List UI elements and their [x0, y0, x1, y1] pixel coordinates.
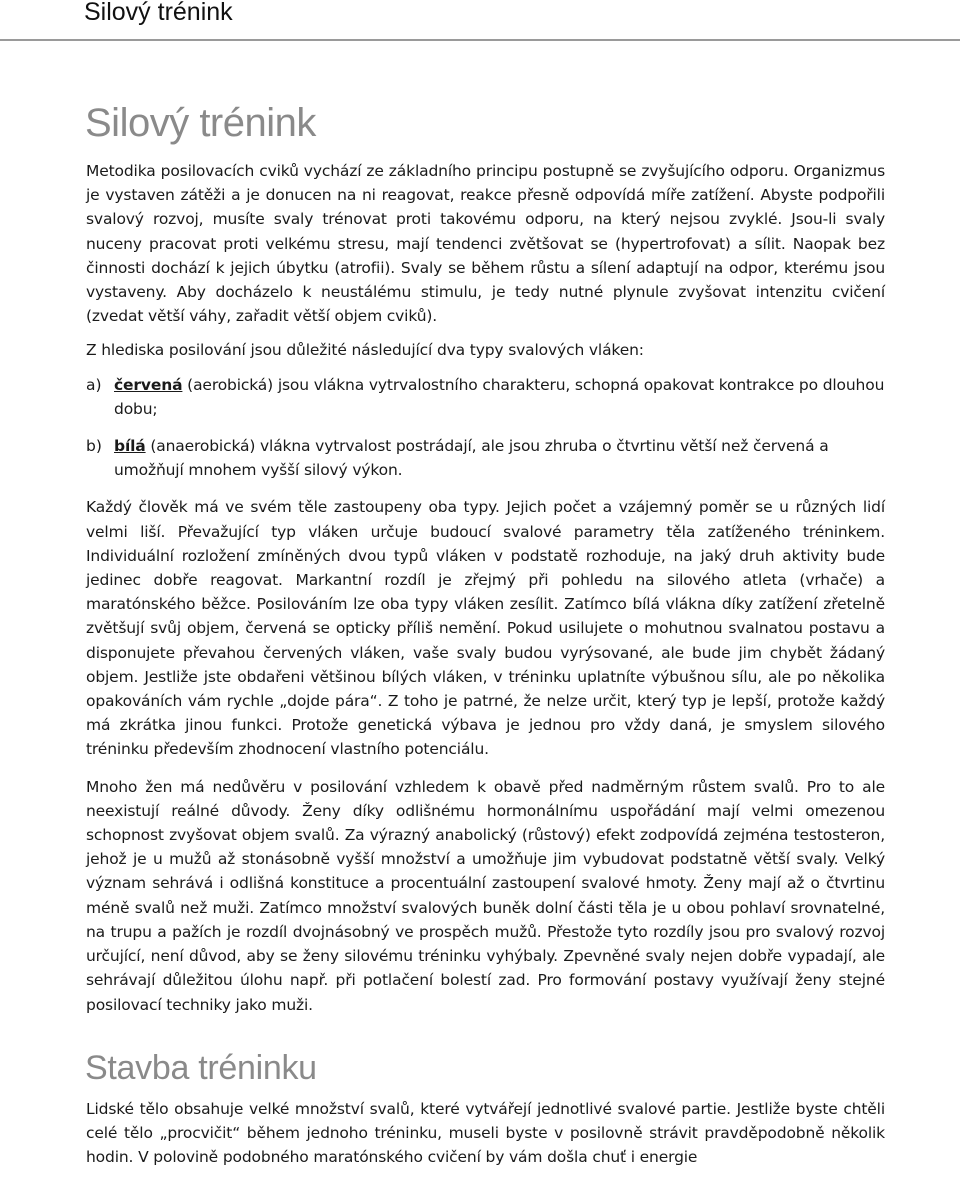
section-title: Stavba tréninku: [85, 1048, 317, 1087]
page-title: Silový trénink: [85, 101, 316, 145]
list-item: [86, 373, 885, 421]
list-item: [86, 434, 885, 482]
list-marker: a): [86, 375, 102, 394]
article-body: [86, 92, 885, 1169]
running-header: [0, 0, 960, 41]
fibers-paragraph: Každý člověk má ve svém těle zastoupeny oba typy. Jejich počet a vzájemný poměr se u různých lidí velmi liší. Převažující typ vláken určuje budoucí svalové parametry těla zatíženého tréninkem. Individuální rozložení zmíněných dvou typů vláken v podstatě rozhoduje, na jaký druh aktivity bude jedinec dobře reagovat. Markantní rozdíl je zřejmý při pohledu na silového atleta (vrhače) a maratónského běžce. Posilováním lze oba typy vláken zesílit. Zatímco bílá vlákna díky zatížení zřetelně zvětšují svůj objem, červená se opticky příliš nemění. Pokud usilujete o mohutnou svalnatou postavu a disponujete převahou červených vláken, vaše svaly budou vyrýsované, ale bude jim chybět žádaný objem. Jestliže jste obdařeni většinou bílých vláken, v tréninku uplatníte výbušnou sílu, ale po několika opakováních vám rychle „dojde pára“. Z toho je patrné, že nelze určit, který typ je lepší, protože každý má zkrátka jinou funkci. Protože genetická výbava je jednou pro vždy daná, je smyslem silového tréninku především zhodnocení vlastního potenciálu.: [86, 498, 885, 759]
women-paragraph: Mnoho žen má nedůvěru v posilování vzhledem k obavě před nadměrným růstem svalů. Pro to ale neexistují reálné důvody. Ženy díky odlišnému hormonálnímu uspořádání mají velmi omezenou schopnost zvyšovat objem svalů. Za výrazný anabolický (růstový) efekt zodpovídá zejména testosteron, jehož je u mužů až stonásobně vyšší množství a umožňuje jim vybudovat podstatně větší svaly. Velký význam sehrává i odlišná konstituce a procentuální zastoupení svalové hmoty. Ženy mají až o čtvrtinu méně svalů než muži. Zatímco množství svalových buněk dolní části těla je u obou pohlaví srovnatelné, na trupu a pažích je rozdíl dvojnásobný ve prospěch mužů. Přestože tyto rozdíly jsou pro svalový rozvoj určující, není důvod, aby se ženy silovému tréninku vyhýbaly. Zpevněné svaly nejen dobře vypadají, ale sehrávají důležitou úlohu např. při potlačení bolestí zad. Pro formování postavy využívají ženy stejné posilovací techniky jako muži.: [86, 777, 885, 1014]
intro-paragraph: Metodika posilovacích cviků vychází ze základního principu postupně se zvyšujícího odporu. Organizmus je vystaven zátěži a je donucen na ni reagovat, reakce přesně odpovídá míře zatížení. Abyste podpořili svalový rozvoj, musíte svaly trénovat proti takovému odporu, na který nejsou zvyklé. Jsou-li svaly nuceny pracovat proti velkému stresu, mají tendenci zvětšovat se (hypertrofovat) a sílit. Naopak bez činnosti dochází k jejich úbytku (atrofii). Svaly se během růstu a sílení adaptují na odpor, kterému jsou vystaveny. Aby docházelo k neustálému stimulu, je tedy nutné plynule zvyšovat intenzitu cvičení (zvedat větší váhy, zařadit větší objem cviků).: [86, 162, 885, 326]
list-marker: b): [86, 437, 102, 456]
list-item-body: [114, 373, 885, 421]
fiber-term: červená: [114, 375, 183, 394]
fiber-types-intro: Z hlediska posilování jsou důležité následující dva typy svalových vláken:: [86, 341, 644, 360]
list-item-body: [114, 434, 885, 482]
fiber-description: (anaerobická) vlákna vytrvalost postrádají, ale jsou zhruba o čtvrtinu větší než červená a umožňují mnohem vyšší silový výkon.: [114, 437, 829, 480]
fiber-description: (aerobická) jsou vlákna vytrvalostního charakteru, schopná opakovat kontrakce po dlouhou dobu;: [114, 375, 885, 418]
running-header-title: Silový trénink: [84, 0, 233, 26]
fiber-term: bílá: [114, 437, 146, 456]
structure-paragraph: Lidské tělo obsahuje velké množství svalů, které vytvářejí jednotlivé svalové partie. Jestliže byste chtěli celé tělo „procvičit“ během jednoho tréninku, museli byste v posilovně strávit pravděpodobně několik hodin. V polovině podobného maratónského cvičení by vám došla chuť i energie: [86, 1099, 885, 1167]
